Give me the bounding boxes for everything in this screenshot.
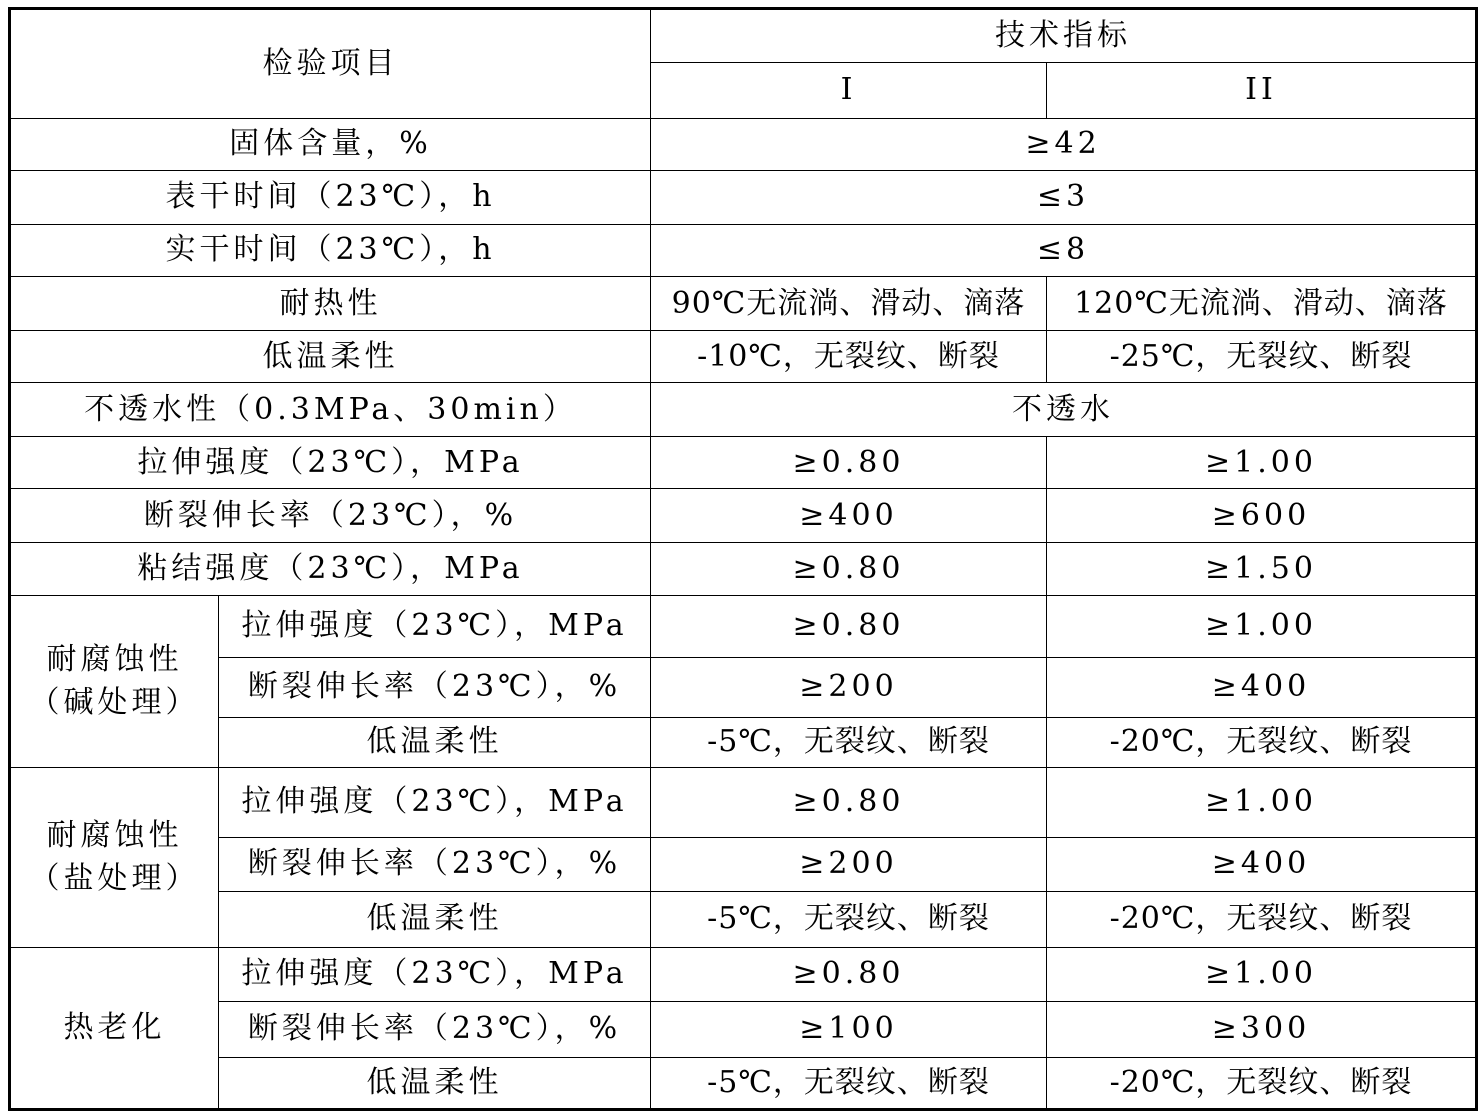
grade1-value-cell: ≥0.80: [651, 437, 1047, 489]
grade2-value-cell: ≥600: [1047, 489, 1477, 543]
item-cell: 粘结强度（23℃），MPa: [10, 543, 651, 595]
sub-item-cell: 低温柔性: [219, 717, 651, 767]
grade2-value-cell: 120℃无流淌、滑动、滴落: [1047, 277, 1477, 331]
table-row: [10, 543, 1477, 595]
item-cell: 低温柔性: [10, 331, 651, 383]
table-row: [10, 595, 1477, 657]
grade1-value-cell: ≥0.80: [651, 767, 1047, 837]
sub-item-cell: 拉伸强度（23℃），MPa: [219, 767, 651, 837]
group-label-cell: 耐腐蚀性（盐处理）: [10, 767, 219, 947]
grade1-value-cell: ≥200: [651, 837, 1047, 891]
item-cell: 不透水性（0.3MPa、30min）: [10, 383, 651, 437]
grade2-value-cell: ≥400: [1047, 657, 1477, 717]
item-cell: 断裂伸长率（23℃），%: [10, 489, 651, 543]
table-row: [10, 489, 1477, 543]
grade1-value-cell: ≥100: [651, 1001, 1047, 1057]
sub-item-cell: 断裂伸长率（23℃），%: [219, 657, 651, 717]
grade2-value-cell: ≥1.50: [1047, 543, 1477, 595]
header-row: [10, 9, 1477, 63]
grade2-value-cell: ≥1.00: [1047, 767, 1477, 837]
sub-item-cell: 拉伸强度（23℃），MPa: [219, 595, 651, 657]
table-row: [10, 383, 1477, 437]
grade2-value-cell: ≥1.00: [1047, 595, 1477, 657]
table-row: [10, 225, 1477, 277]
table-row: [10, 1001, 1477, 1057]
group-label-cell: 热老化: [10, 947, 219, 1109]
table-row: [10, 717, 1477, 767]
item-cell: 表干时间（23℃），h: [10, 171, 651, 225]
grade1-value-cell: ≥0.80: [651, 595, 1047, 657]
grade1-value-cell: -5℃，无裂纹、断裂: [651, 891, 1047, 947]
grade2-value-cell: ≥1.00: [1047, 947, 1477, 1001]
header-grade1-cell: I: [651, 63, 1047, 119]
table-row: [10, 119, 1477, 171]
merged-value-cell: ≤8: [651, 225, 1477, 277]
table-row: [10, 767, 1477, 837]
item-cell: 耐热性: [10, 277, 651, 331]
group-label-cell: 耐腐蚀性（碱处理）: [10, 595, 219, 767]
sub-item-cell: 低温柔性: [219, 1057, 651, 1109]
table-row: [10, 171, 1477, 225]
sub-item-cell: 低温柔性: [219, 891, 651, 947]
grade2-value-cell: ≥400: [1047, 837, 1477, 891]
table-row: [10, 891, 1477, 947]
spec-table: [8, 7, 1478, 1111]
grade2-value-cell: -25℃，无裂纹、断裂: [1047, 331, 1477, 383]
grade1-value-cell: -10℃，无裂纹、断裂: [651, 331, 1047, 383]
grade1-value-cell: ≥200: [651, 657, 1047, 717]
table-row: [10, 277, 1477, 331]
table-row: [10, 331, 1477, 383]
grade2-value-cell: ≥300: [1047, 1001, 1477, 1057]
grade1-value-cell: -5℃，无裂纹、断裂: [651, 717, 1047, 767]
grade1-value-cell: ≥0.80: [651, 543, 1047, 595]
item-cell: 拉伸强度（23℃），MPa: [10, 437, 651, 489]
merged-value-cell: ≥42: [651, 119, 1477, 171]
sub-item-cell: 断裂伸长率（23℃），%: [219, 1001, 651, 1057]
grade2-value-cell: -20℃，无裂纹、断裂: [1047, 1057, 1477, 1109]
grade2-value-cell: ≥1.00: [1047, 437, 1477, 489]
table-row: [10, 437, 1477, 489]
grade1-value-cell: -5℃，无裂纹、断裂: [651, 1057, 1047, 1109]
grade1-value-cell: ≥0.80: [651, 947, 1047, 1001]
header-grade2-cell: II: [1047, 63, 1477, 119]
table-row: [10, 837, 1477, 891]
header-item-cell: 检验项目: [10, 9, 651, 119]
merged-value-cell: ≤3: [651, 171, 1477, 225]
item-cell: 实干时间（23℃），h: [10, 225, 651, 277]
header-tech-cell: 技术指标: [651, 9, 1477, 63]
table-row: [10, 657, 1477, 717]
table-row: [10, 1057, 1477, 1109]
grade1-value-cell: 90℃无流淌、滑动、滴落: [651, 277, 1047, 331]
item-cell: 固体含量，%: [10, 119, 651, 171]
grade2-value-cell: -20℃，无裂纹、断裂: [1047, 717, 1477, 767]
grade2-value-cell: -20℃，无裂纹、断裂: [1047, 891, 1477, 947]
table-row: [10, 947, 1477, 1001]
sub-item-cell: 拉伸强度（23℃），MPa: [219, 947, 651, 1001]
merged-value-cell: 不透水: [651, 383, 1477, 437]
grade1-value-cell: ≥400: [651, 489, 1047, 543]
sub-item-cell: 断裂伸长率（23℃），%: [219, 837, 651, 891]
